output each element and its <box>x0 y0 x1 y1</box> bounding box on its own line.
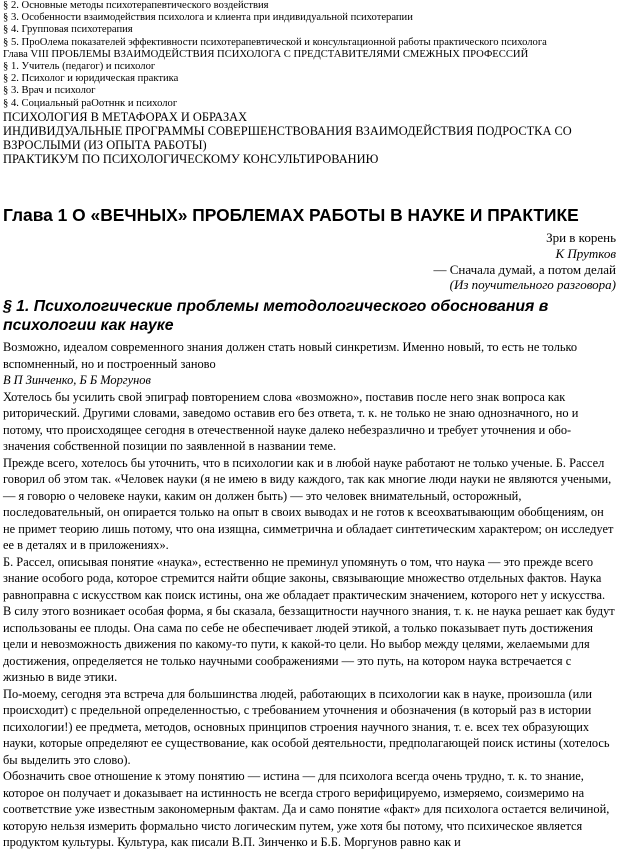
toc-entry[interactable]: ИНДИВИДУАЛЬНЫЕ ПРОГРАММЫ СОВЕРШЕНСТВОВАНИЯ ВЗАИМОДЕЙСТВИЯ ПОДРОСТКА СО ВЗРОСЛЫМИ (ИЗ ОПЫТА РАБОТЫ) <box>3 123 572 152</box>
section-title: § 1. Психологические проблемы методологического обоснования в психологии как науке <box>3 298 549 334</box>
body-text <box>3 339 615 851</box>
epigraph-line: Зри в корень <box>546 230 616 245</box>
epigraph-source: (Из поучительного разговора) <box>449 277 616 293</box>
epigraph-author: К Прутков <box>555 245 616 261</box>
epigraph <box>433 230 616 293</box>
paragraph: Прежде всего, хотелось бы уточнить, что в психологии как и в любой науке работают не только ученые. Б. Рассел говорил об этом так. «Человек науки (я не имею в виду каждого, так как многие люди науки не являются учеными, — я говорю о человеке науки, каким он должен быть) — это человек внимательный, осторожный, последовательный, он опирается только на опыт в своих выводах и не готов к всеохватывающим обобщениям, он не примет теорию лишь потому, что она изящна, симметрична и обладает синтетическим характером; он исследует ее в деталях и в приложениях». <box>3 455 614 552</box>
paragraph: Обозначить свое отношение к этому понятию — истина — для психолога всегда очень трудно, т. к. то знание, которое он получает и доказывает на истинность не всегда строго верифицируемо, измеряемо, соизмеримо на соответствие уже известным закономерным фактам. Да и само понятие «факт» для психолога остается величиной, которую нельзя измерить формально чисто логическим путем, уже хотя бы потому, что психическое является продуктом культуры. Культура, как писали В.П. Зинченко и Б.Б. Моргунов равно как и <box>3 769 610 849</box>
paragraph: Б. Рассел, описывая понятие «наука», естественно не преминул упомянуть о том, что наука — это прежде всего знание особого рода, которое стремится найти общие законы, связывающие множество отдельных фактов. Наука равноправна с искусством как поиск истины, она же обладает практическим значением, которого нет у искусства. В силу этого возникает особая форма, я бы сказала, беззащитности научного знания, т. к. не наука решает как будут использованы ее плоды. Она сама по себе не обеспечивает людей этикой, а только показывает путь достижения цели и невозможность движения по какому-то пути, к какой-то цели. Но выбор между целями, желаемыми для достижения, определяется не только научными соображениями — это путь, на котором наука встречается с жизнью в виде этики. <box>3 554 615 684</box>
toc-entry[interactable]: § 2. Психолог и юридическая практика <box>3 73 179 85</box>
toc-entry[interactable]: ПСИХОЛОГИЯ В МЕТАФОРАХ И ОБРАЗАХ <box>3 109 248 124</box>
toc-entry[interactable]: § 4. Социальный раОотннк и психолог <box>3 97 178 109</box>
paragraph: Хотелось бы усилить свой эпиграф повторением слова «возможно», поставив после него знак вопроса как риторический. Другими словами, заведомо оставив его без ответа, т. к. не только не знаю однозначного, но и потому, что происходящее сегодня в отечественной науке далеко небезразлично и требует уточнения и обо-значения собственной позиции по заявленной в названии теме. <box>3 389 579 453</box>
toc-entry[interactable]: § 4. Групповая психотерапия <box>3 24 133 36</box>
toc-entry[interactable]: ПРАКТИКУМ ПО ПСИХОЛОГИЧЕСКОМУ КОНСУЛЬТИРОВАНИЮ <box>3 151 379 166</box>
quote-author: В П Зинченко, Б Б Моргунов <box>3 373 151 387</box>
table-of-contents <box>3 0 615 166</box>
paragraph: По-моему, сегодня эта встреча для большинства людей, работающих в психологии как в науке, произошла (или происходит) с предельной определенностью, с требованием уточнения и обозначения (в который раз в истории психологии!) ее предмета, методов, основных принципов строения научного знания, т. е. всех тех образующих науки, которые определяют ее существование, как особой деятельности, предполагающей поиск истины (хотелось бы выделить это слово). <box>3 686 610 767</box>
toc-entry[interactable]: § 3. Особенности взаимодействия психолога и клиента при индивидуальной психотерапии <box>3 12 413 24</box>
toc-entry[interactable]: Глава VIII ПРОБЛЕМЫ ВЗАИМОДЕЙСТВИЯ ПСИХОЛОГА С ПРЕДСТАВИТЕЛЯМИ СМЕЖНЫХ ПРОФЕССИЙ <box>3 48 529 60</box>
toc-entry[interactable]: § 3. Врач и психолог <box>3 85 96 97</box>
epigraph-line: — Сначала думай, а потом делай <box>433 261 616 277</box>
chapter-title: Глава 1 О «ВЕЧНЫХ» ПРОБЛЕМАХ РАБОТЫ В НАУКЕ И ПРАКТИКЕ <box>3 205 579 225</box>
quote: Возможно, идеалом современного знания должен стать новый синкретизм. Именно новый, то есть не только вспомненный, но и построенный заново <box>3 340 578 371</box>
toc-entry[interactable]: § 2. Основные методы психотерапевтического воздействия <box>3 0 269 11</box>
toc-entry[interactable]: § 1. Учитель (педагог) и психолог <box>3 61 156 73</box>
toc-entry[interactable]: § 5. ПроОлема показателей эффективности психотерапевтической и консультационной работы практического психолога <box>3 36 547 48</box>
